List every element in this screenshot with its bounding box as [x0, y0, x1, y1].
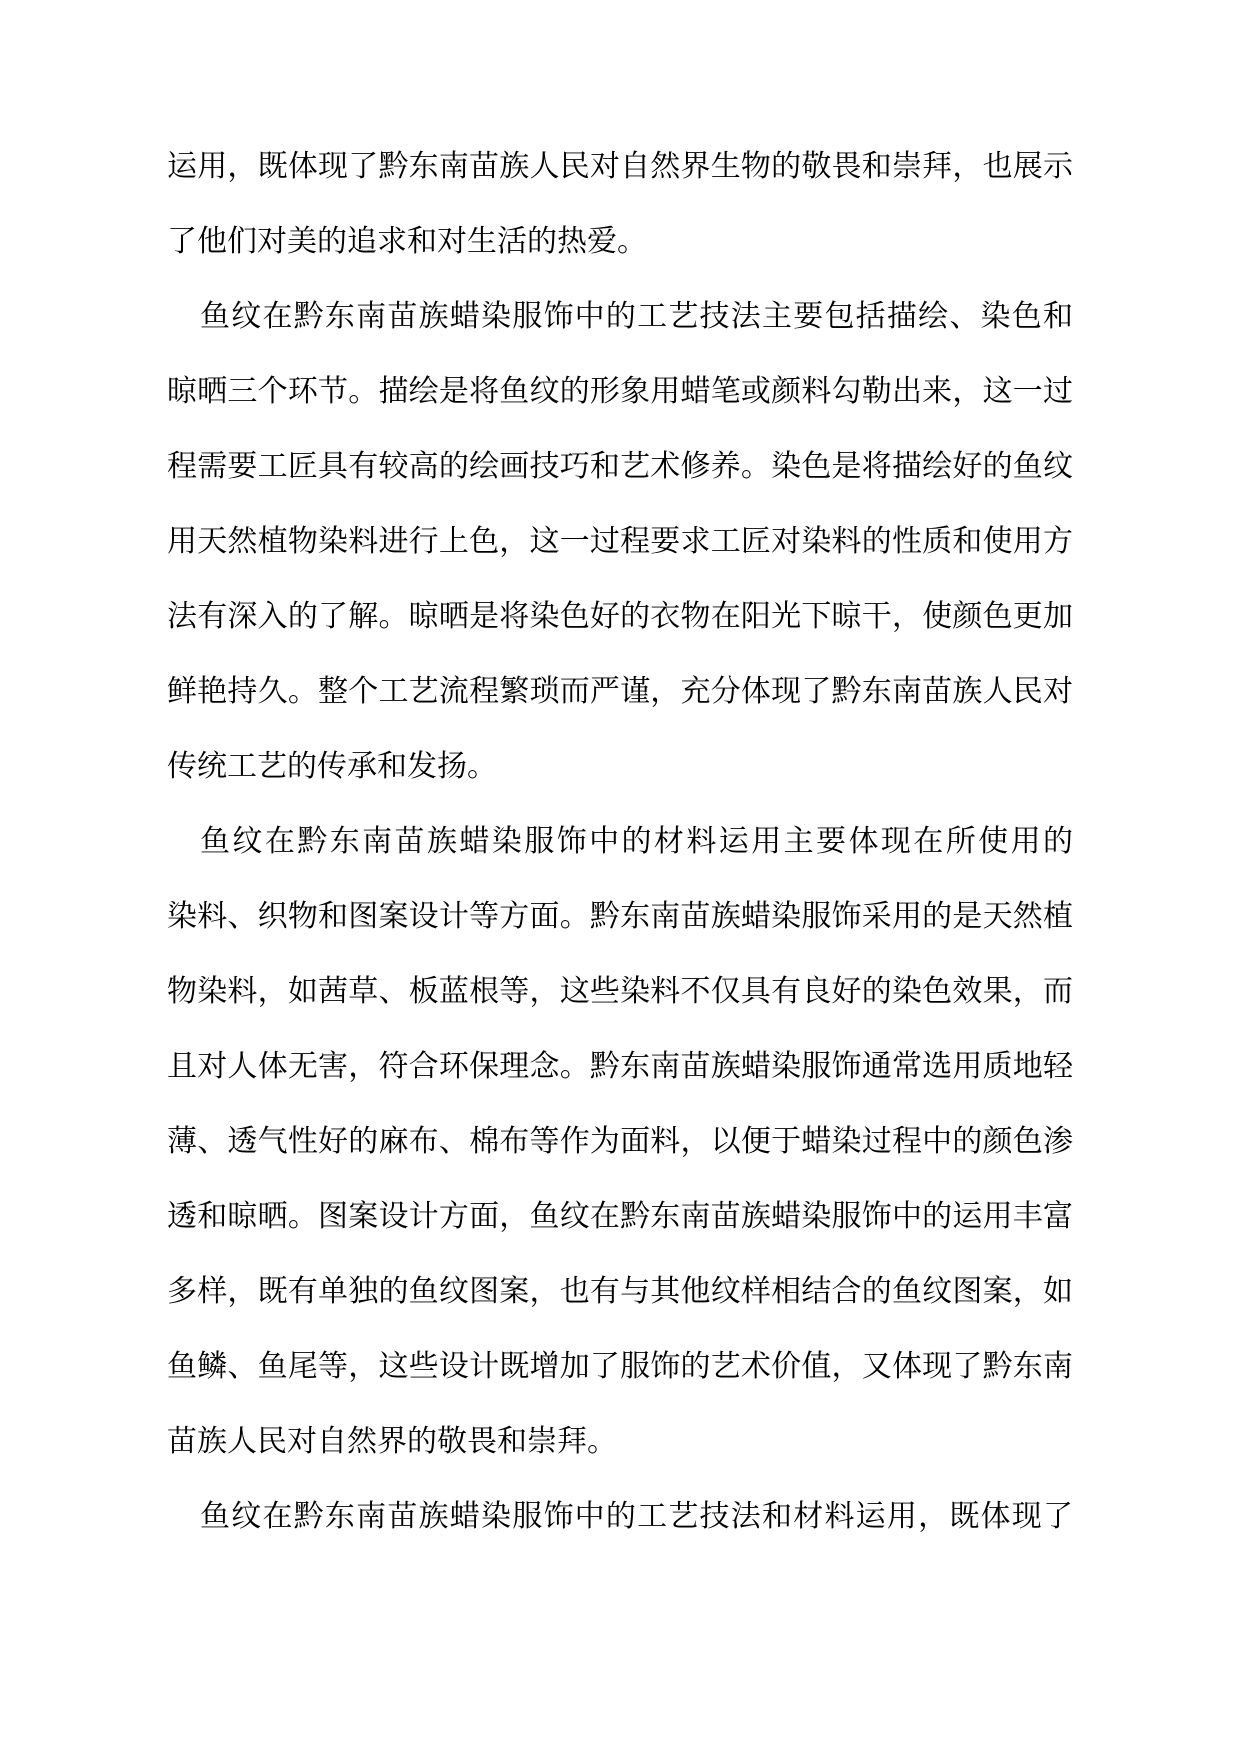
paragraph: [167, 804, 1073, 1479]
text-line: 透和晾晒。图案设计方面，鱼纹在黔东南苗族蜡染服饰中的运用丰富: [167, 1200, 1073, 1233]
text-line: 鱼纹在黔东南苗族蜡染服饰中的工艺技法和材料运用，既体现了: [200, 1500, 1073, 1533]
text-line: 运用，既体现了黔东南苗族人民对自然界生物的敬畏和崇拜，也展示: [167, 150, 1073, 183]
text-line: 传统工艺的传承和发扬。: [167, 750, 497, 783]
text-line: 物染料，如茜草、板蓝根等，这些染料不仅具有良好的染色效果，而: [167, 975, 1073, 1008]
text-line: 用天然植物染料进行上色，这一过程要求工匠对染料的性质和使用方: [167, 525, 1073, 558]
text-line: 鱼鳞、鱼尾等，这些设计既增加了服饰的艺术价值，又体现了黔东南: [167, 1350, 1073, 1383]
text-line: 且对人体无害，符合环保理念。黔东南苗族蜡染服饰通常选用质地轻: [167, 1050, 1073, 1083]
text-line: 鱼纹在黔东南苗族蜡染服饰中的材料运用主要体现在所使用的: [200, 825, 1073, 858]
text-line: 了他们对美的追求和对生活的热爱。: [167, 225, 647, 258]
paragraph: [167, 1479, 1073, 1554]
text-line: 薄、透气性好的麻布、棉布等作为面料，以便于蜡染过程中的颜色渗: [167, 1125, 1073, 1158]
text-line: 晾晒三个环节。描绘是将鱼纹的形象用蜡笔或颜料勾勒出来，这一过: [167, 375, 1073, 408]
paragraph: [167, 279, 1073, 804]
text-line: 法有深入的了解。晾晒是将染色好的衣物在阳光下晾干，使颜色更加: [167, 600, 1073, 633]
paragraph: [167, 129, 1073, 279]
text-line: 苗族人民对自然界的敬畏和崇拜。: [167, 1425, 617, 1458]
text-line: 染料、织物和图案设计等方面。黔东南苗族蜡染服饰采用的是天然植: [167, 900, 1073, 933]
text-line: 多样，既有单独的鱼纹图案，也有与其他纹样相结合的鱼纹图案，如: [167, 1275, 1073, 1308]
text-line: 程需要工匠具有较高的绘画技巧和艺术修养。染色是将描绘好的鱼纹: [167, 450, 1073, 483]
text-line: 鲜艳持久。整个工艺流程繁琐而严谨，充分体现了黔东南苗族人民对: [167, 675, 1073, 708]
text-line: 鱼纹在黔东南苗族蜡染服饰中的工艺技法主要包括描绘、染色和: [200, 300, 1073, 333]
